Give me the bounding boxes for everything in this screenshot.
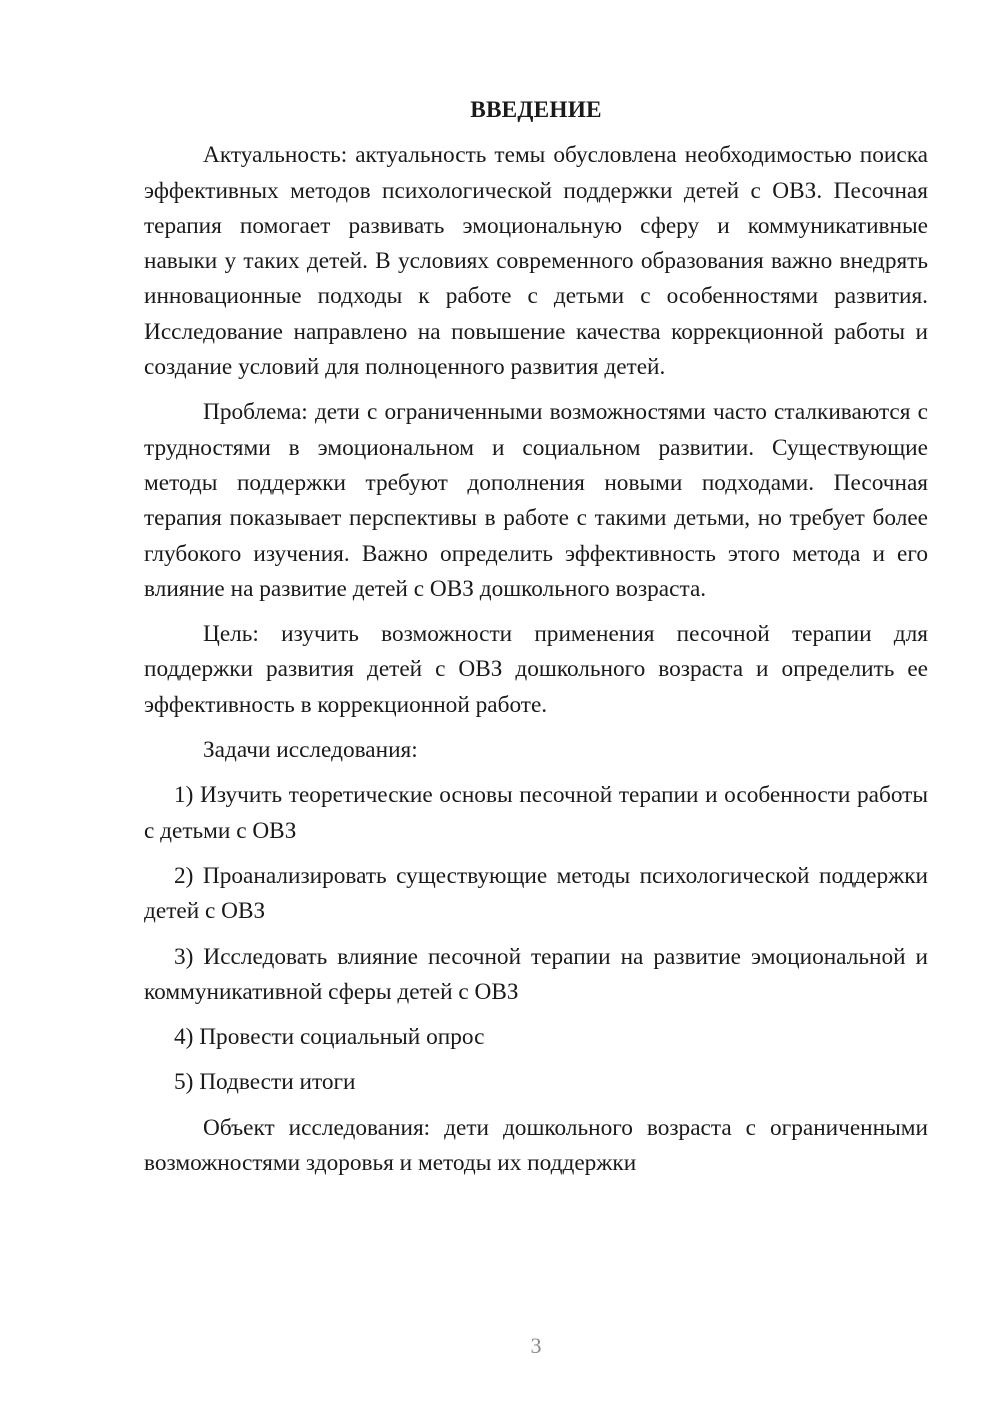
page-body bbox=[144, 93, 928, 1191]
page-number: 3 bbox=[530, 1333, 542, 1358]
task-item-4: 4) Провести социальный опрос bbox=[174, 1024, 485, 1051]
tasks-heading: Задачи исследования: bbox=[203, 737, 418, 764]
section-title: ВВЕДЕНИЕ bbox=[470, 97, 602, 123]
paragraph-object: Объект исследования: дети дошкольного возраста с ограниченными возможностями здоровья и методы их поддержки bbox=[144, 1114, 928, 1177]
task-item-1: 1) Изучить теоретические основы песочной терапии и особенности работы с детьми с ОВЗ bbox=[144, 782, 928, 844]
paragraph-relevance: Актуальность: актуальность темы обусловлена необходимостью поиска эффективных методов психологической поддержки детей с ОВЗ. Песочная терапия помогает развивать эмоциональную сферу и коммуникативные навыки у таких детей. В условиях современного образования важно внедрять инновационные подходы к работе с детьми с особенностями развития. Исследование направлено на повышение качества коррекционной работы и создание условий для полноценного развития детей. bbox=[144, 142, 928, 381]
paragraph-goal: Цель: изучить возможности применения песочной терапии для поддержки развития детей с ОВЗ дошкольного возраста и определить ее эффективность в коррекционной работе. bbox=[144, 621, 928, 718]
task-item-5: 5) Подвести итоги bbox=[174, 1069, 356, 1096]
task-item-2: 2) Проанализировать существующие методы психологической поддержки детей с ОВЗ bbox=[144, 862, 928, 925]
task-item-3: 3) Исследовать влияние песочной терапии на развитие эмоциональной и коммуникативной сферы детей с ОВЗ bbox=[144, 943, 928, 1005]
paragraph-problem: Проблема: дети с ограниченными возможностями часто сталкиваются с трудностями в эмоциональном и социальном развитии. Существующие методы поддержки требуют дополнения новыми подходами. Песочная терапия показывает перспективы в работе с такими детьми, но требует более глубокого изучения. Важно определить эффективность этого метода и его влияние на развитие детей с ОВЗ дошкольного возраста. bbox=[144, 399, 928, 602]
